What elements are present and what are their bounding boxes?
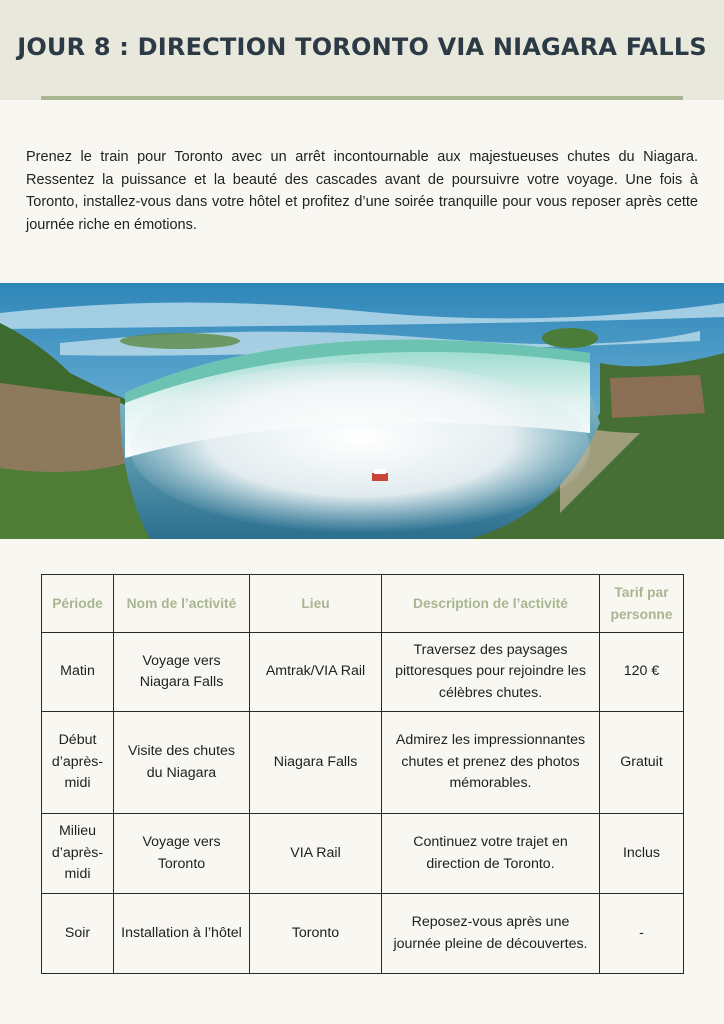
column-header: Lieu	[250, 575, 382, 633]
column-header: Nom de l’activité	[114, 575, 250, 633]
table-cell: Gratuit	[600, 712, 684, 814]
table-cell: Installation à l’hôtel	[114, 894, 250, 974]
table-cell: Soir	[42, 894, 114, 974]
table-cell: 120 €	[600, 633, 684, 712]
table-cell: Voyage vers Toronto	[114, 814, 250, 894]
table-cell: Amtrak/VIA Rail	[250, 633, 382, 712]
table-row	[42, 814, 684, 894]
niagara-falls-photo	[0, 283, 724, 539]
table-header-row	[42, 575, 684, 633]
page-title: JOUR 8 : DIRECTION TORONTO VIA NIAGARA FALLS	[17, 33, 707, 61]
table-cell: -	[600, 894, 684, 974]
table-cell: Toronto	[250, 894, 382, 974]
table-cell: Milieu d’après-midi	[42, 814, 114, 894]
table-cell: Continuez votre trajet en direction de Toronto.	[382, 814, 600, 894]
table-cell: Début d’après-midi	[42, 712, 114, 814]
activity-table	[41, 574, 684, 974]
table-cell: Matin	[42, 633, 114, 712]
column-header: Tarif par personne	[600, 575, 684, 633]
table-cell: Admirez les impressionnantes chutes et prenez des photos mémorables.	[382, 712, 600, 814]
table-cell: Traversez des paysages pittoresques pour rejoindre les célèbres chutes.	[382, 633, 600, 712]
table-cell: Visite des chutes du Niagara	[114, 712, 250, 814]
table-row	[42, 712, 684, 814]
intro-paragraph: Prenez le train pour Toronto avec un arrêt incontournable aux majestueuses chutes du Niagara. Ressentez la puissance et la beauté des cascades avant de poursuivre votre voyage. Une fois à Toronto, installez-vous dans votre hôtel et profitez d’une soirée tranquille pour vous reposer après cette journée riche en émotions.	[26, 149, 698, 233]
column-header: Période	[42, 575, 114, 633]
table-row	[42, 894, 684, 974]
table-cell: VIA Rail	[250, 814, 382, 894]
title-underline	[41, 96, 683, 100]
table-cell: Niagara Falls	[250, 712, 382, 814]
table-cell: Inclus	[600, 814, 684, 894]
table-cell: Voyage vers Niagara Falls	[114, 633, 250, 712]
column-header: Description de l’activité	[382, 575, 600, 633]
table-row	[42, 633, 684, 712]
table-cell: Reposez-vous après une journée pleine de découvertes.	[382, 894, 600, 974]
